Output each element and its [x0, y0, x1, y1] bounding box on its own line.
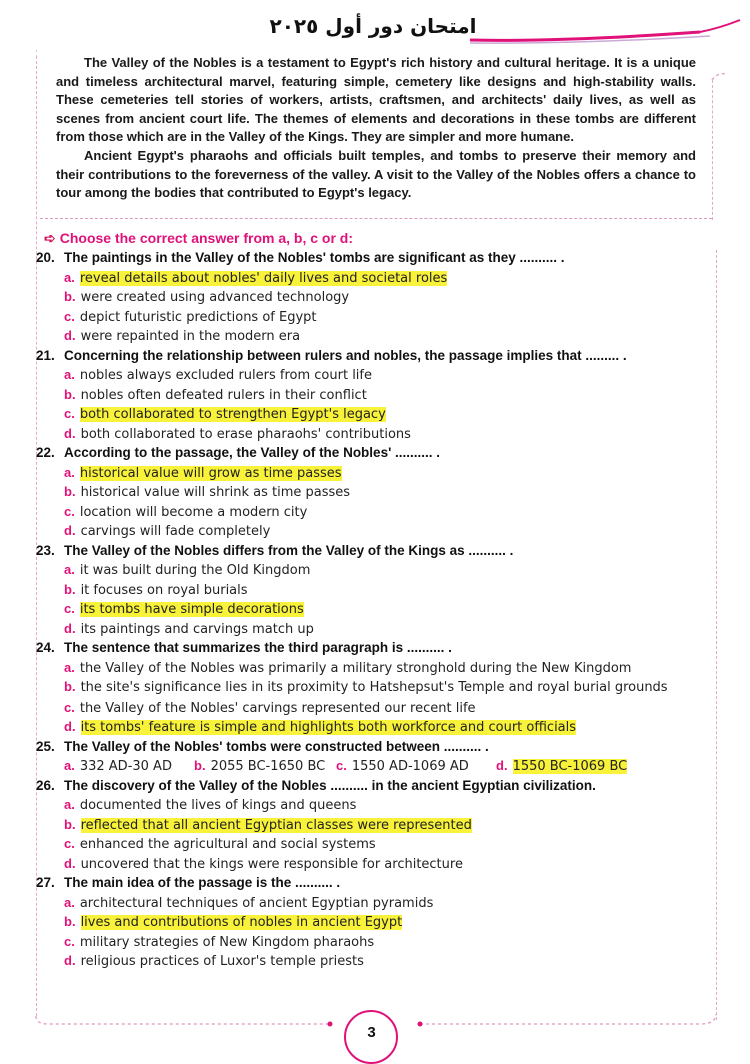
- option-d[interactable]: [36, 619, 716, 639]
- right-dashed-border-bottom: [716, 250, 717, 1020]
- option-text-highlighted: its tombs' feature is simple and highlights both workforce and court officials: [80, 720, 577, 735]
- option-text: historical value will shrink as time passes: [80, 485, 351, 500]
- option-d[interactable]: [36, 424, 716, 444]
- option-c[interactable]: [336, 756, 496, 777]
- questions-section: [36, 228, 716, 971]
- option-d[interactable]: [36, 951, 716, 971]
- option-letter: c.: [64, 699, 75, 715]
- question-stem: [36, 873, 716, 893]
- option-c[interactable]: [36, 502, 716, 522]
- option-text-highlighted: reveal details about nobles' daily lives and societal roles: [79, 270, 448, 286]
- instruction-text: Choose the correct answer from a, b, c or d:: [59, 230, 354, 246]
- question-23: [36, 541, 716, 639]
- option-b[interactable]: [36, 385, 716, 405]
- option-text: were repainted in the modern era: [80, 329, 301, 344]
- option-b[interactable]: [36, 287, 716, 307]
- option-text-highlighted: both collaborated to strengthen Egypt's legacy: [79, 407, 386, 422]
- option-b[interactable]: [36, 677, 716, 698]
- question-stem: [36, 737, 716, 757]
- option-letter: d.: [64, 855, 76, 871]
- question-stem: [36, 248, 716, 268]
- option-d[interactable]: [496, 756, 627, 777]
- option-text: enhanced the agricultural and social systems: [79, 837, 376, 852]
- option-letter: b.: [64, 816, 76, 832]
- option-letter: a.: [64, 367, 75, 382]
- option-letter: a.: [64, 269, 75, 285]
- option-text-highlighted: 1550 BC-1069 BC: [512, 759, 628, 774]
- question-stem: [36, 443, 716, 463]
- instruction-line: [44, 228, 716, 248]
- option-text: 1550 AD-1069 AD: [351, 759, 469, 774]
- option-text: its paintings and carvings match up: [80, 621, 314, 637]
- option-b[interactable]: [36, 580, 716, 600]
- option-letter: c.: [64, 308, 75, 324]
- option-c[interactable]: [36, 599, 716, 619]
- option-letter: b.: [64, 386, 76, 402]
- option-text: the site's significance lies in its proximity to Hatshepsut's Temple and royal burial grounds: [80, 680, 668, 695]
- option-letter: b.: [64, 914, 76, 929]
- question-27: [36, 873, 716, 971]
- question-26: [36, 776, 716, 874]
- option-letter: b.: [64, 679, 76, 694]
- question-25: [36, 737, 716, 776]
- option-letter: b.: [194, 758, 206, 773]
- question-number: 24.: [36, 640, 55, 655]
- option-text-highlighted: reflected that all ancient Egyptian classes were represented: [80, 817, 472, 833]
- option-a[interactable]: [36, 658, 716, 678]
- option-b[interactable]: [36, 912, 716, 932]
- option-letter: d.: [64, 719, 76, 734]
- question-number: 26.: [36, 777, 55, 793]
- option-letter: b.: [64, 484, 76, 499]
- option-c[interactable]: [36, 404, 716, 424]
- option-text-highlighted: historical value will grow as time passes: [79, 465, 342, 481]
- inline-options-row: [36, 756, 716, 776]
- option-letter: b.: [64, 289, 76, 304]
- option-c[interactable]: [36, 698, 716, 718]
- reading-passage: [56, 54, 696, 203]
- option-letter: a.: [64, 464, 75, 480]
- option-c[interactable]: [36, 834, 716, 854]
- option-text: carvings will fade completely: [80, 524, 271, 539]
- option-letter: c.: [64, 503, 75, 519]
- option-d[interactable]: [36, 717, 716, 737]
- passage-paragraph-1: The Valley of the Nobles is a testament to Egypt's rich history and cultural heritage. It is a unique and timeless architectural marvel, featuring simple, cemetery like designs and high-stability walls. These cemeteries tell stories of workers, artists, craftsmen, and architects' daily lives, as well as scenes from ancient court life. The themes of elements and decorations in these tombs are different from those which are in the Valley of the Kings. They are simpler and more humane.: [56, 55, 696, 145]
- option-b[interactable]: [194, 756, 336, 777]
- option-text: military strategies of New Kingdom pharaohs: [79, 934, 375, 950]
- option-letter: a.: [64, 894, 75, 910]
- question-22: [36, 443, 716, 541]
- option-letter: d.: [64, 425, 76, 441]
- question-21: [36, 346, 716, 444]
- question-text: The sentence that summarizes the third paragraph is .......... .: [64, 640, 452, 655]
- question-stem: [36, 776, 716, 796]
- option-d[interactable]: [36, 326, 716, 346]
- option-text: 332 AD-30 AD: [79, 759, 172, 774]
- option-text: nobles always excluded rulers from court life: [79, 368, 372, 383]
- option-a[interactable]: [36, 560, 716, 580]
- option-text-highlighted: lives and contributions of nobles in ancient Egypt: [80, 915, 403, 930]
- question-20: [36, 248, 716, 346]
- option-text: were created using advanced technology: [80, 290, 350, 305]
- option-text: nobles often defeated rulers in their conflict: [80, 387, 367, 403]
- option-text: the Valley of the Nobles was primarily a military stronghold during the New Kingdom: [79, 660, 632, 676]
- question-number: 23.: [36, 542, 55, 558]
- option-text: the Valley of the Nobles' carvings represented our recent life: [79, 700, 476, 716]
- option-letter: a.: [64, 797, 75, 812]
- option-letter: c.: [64, 601, 75, 616]
- passage-paragraph-2: Ancient Egypt's pharaohs and officials built temples, and tombs to preserve their memory and their contributions to the foreverness of the valley. A visit to the Valley of the Nobles offers a chance to tour among the bodies that contributed to Egypt's legacy.: [56, 147, 696, 201]
- option-letter: d.: [64, 620, 76, 636]
- option-c[interactable]: [36, 307, 716, 327]
- option-letter: c.: [64, 406, 75, 421]
- option-letter: c.: [64, 933, 75, 949]
- question-text: The main idea of the passage is the .......... .: [64, 875, 341, 890]
- question-number: 22.: [36, 445, 55, 460]
- page-number: 3: [367, 1024, 376, 1041]
- option-text: location will become a modern city: [79, 504, 308, 520]
- option-a[interactable]: [36, 365, 716, 385]
- option-a[interactable]: [36, 795, 716, 815]
- option-text: 2055 BC-1650 BC: [210, 759, 326, 774]
- question-text: The Valley of the Nobles' tombs were constructed between .......... .: [64, 738, 489, 754]
- option-letter: d.: [64, 953, 76, 968]
- option-letter: a.: [64, 562, 75, 577]
- question-text: The paintings in the Valley of the Nobles' tombs are significant as they .......... .: [64, 250, 565, 265]
- option-letter: a.: [64, 659, 75, 675]
- option-c[interactable]: [36, 932, 716, 952]
- option-letter: d.: [64, 523, 76, 538]
- arrow-icon: ➪: [44, 230, 56, 246]
- option-text: both collaborated to erase pharaohs' contributions: [80, 426, 411, 442]
- exam-title: امتحان دور أول ٢٠٢٥: [269, 14, 477, 38]
- question-text: The discovery of the Valley of the Nobles .......... in the ancient Egyptian civilization.: [64, 777, 596, 793]
- option-letter: d.: [496, 758, 508, 773]
- question-text: According to the passage, the Valley of the Nobles' .......... .: [64, 445, 441, 460]
- option-a[interactable]: [64, 756, 194, 777]
- option-letter: c.: [64, 836, 75, 851]
- question-number: 20.: [36, 250, 55, 265]
- option-b[interactable]: [36, 482, 716, 502]
- option-b[interactable]: [36, 815, 716, 835]
- option-letter: b.: [64, 581, 76, 597]
- option-text: it focuses on royal burials: [80, 582, 248, 598]
- question-number: 27.: [36, 875, 55, 890]
- right-dashed-border-top: [712, 80, 713, 220]
- question-number: 25.: [36, 738, 55, 754]
- option-d[interactable]: [36, 521, 716, 541]
- question-stem: [36, 541, 716, 561]
- option-a[interactable]: [36, 463, 716, 483]
- option-letter: d.: [64, 328, 76, 343]
- option-a[interactable]: [36, 893, 716, 913]
- question-stem: [36, 638, 716, 658]
- option-letter: c.: [336, 758, 347, 773]
- option-text: documented the lives of kings and queens: [79, 798, 357, 813]
- option-text: religious practices of Luxor's temple priests: [80, 954, 364, 969]
- option-letter: a.: [64, 758, 75, 773]
- question-stem: [36, 346, 716, 366]
- question-text: Concerning the relationship between rulers and nobles, the passage implies that ......... .: [64, 347, 627, 363]
- option-a[interactable]: [36, 268, 716, 288]
- option-text: uncovered that the kings were responsible for architecture: [80, 856, 463, 872]
- question-number: 21.: [36, 347, 55, 363]
- question-24: [36, 638, 716, 737]
- option-text: it was built during the Old Kingdom: [79, 563, 311, 578]
- option-d[interactable]: [36, 854, 716, 874]
- option-text-highlighted: its tombs have simple decorations: [79, 602, 304, 617]
- option-text: depict futuristic predictions of Egypt: [79, 309, 317, 325]
- question-text: The Valley of the Nobles differs from the Valley of the Kings as .......... .: [64, 542, 514, 558]
- option-text: architectural techniques of ancient Egyptian pyramids: [79, 895, 434, 911]
